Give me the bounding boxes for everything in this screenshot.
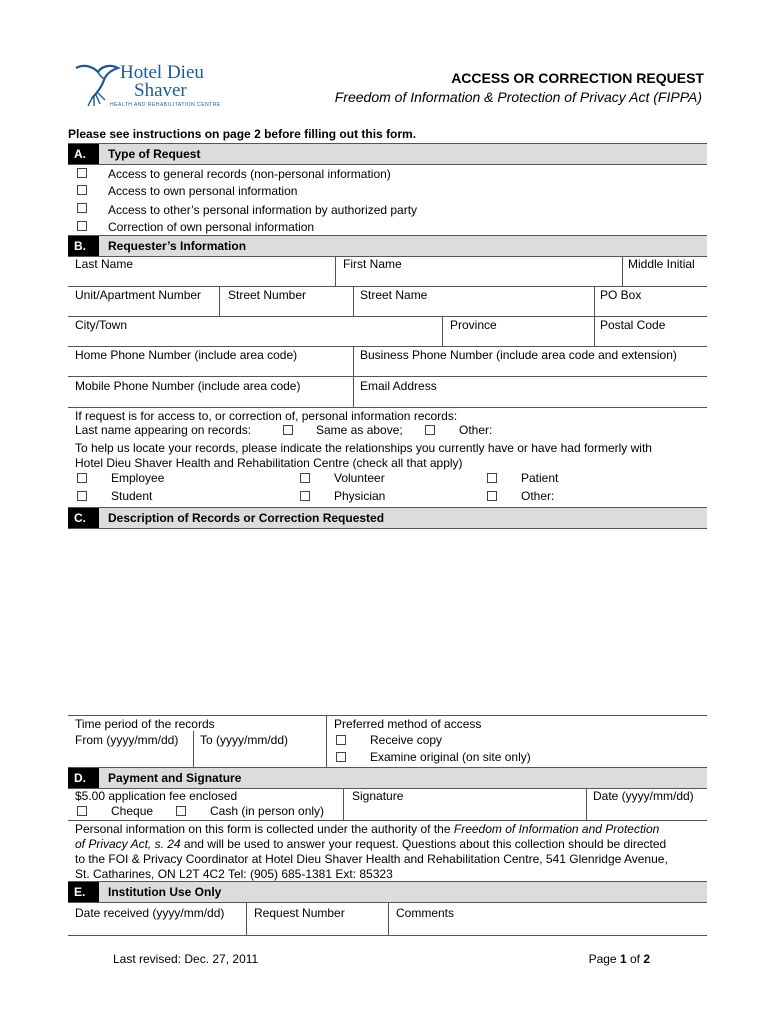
physician-label: Physician: [334, 489, 386, 503]
po-box-field[interactable]: [596, 302, 706, 315]
street-number-field[interactable]: [221, 302, 351, 315]
section-a-letter: A.: [68, 144, 99, 164]
row-divider: [68, 286, 707, 287]
comments-field[interactable]: [390, 920, 706, 934]
fee-label: $5.00 application fee enclosed: [75, 789, 238, 803]
checkbox-cheque[interactable]: [77, 806, 87, 816]
form-title: ACCESS OR CORRECTION REQUEST: [451, 70, 704, 86]
email-field[interactable]: [355, 393, 706, 406]
section-b-header: [68, 235, 707, 257]
relationship-line2: Hotel Dieu Shaver Health and Rehabilitation Centre (check all that apply): [75, 456, 463, 470]
privacy-notice-act: Freedom of Information and Protection: [453, 822, 660, 836]
section-e-letter: E.: [68, 882, 99, 902]
from-date-field[interactable]: [69, 750, 191, 765]
last-name-label: Last Name: [75, 257, 134, 271]
signature-label: Signature: [352, 789, 404, 803]
business-phone-label: Business Phone Number (include area code and extension): [360, 348, 677, 362]
page-current: 1: [619, 952, 627, 966]
home-phone-field[interactable]: [69, 362, 351, 375]
section-e-header: [68, 881, 707, 903]
to-date-field[interactable]: [195, 750, 324, 765]
to-label: To (yyyy/mm/dd): [200, 733, 289, 747]
other-name-label: Other:: [459, 423, 493, 437]
city-label: City/Town: [75, 318, 128, 332]
signature-date-field[interactable]: [588, 803, 706, 818]
po-box-label: PO Box: [600, 288, 642, 302]
date-received-field[interactable]: [69, 920, 244, 934]
section-d-header: [68, 767, 707, 789]
student-label: Student: [111, 489, 153, 503]
section-d-letter: D.: [68, 768, 99, 788]
last-revised: Last revised: Dec. 27, 2011: [113, 952, 259, 966]
last-name-records-label: Last name appearing on records:: [75, 423, 252, 437]
street-name-label: Street Name: [360, 288, 428, 302]
province-field[interactable]: [444, 332, 592, 345]
section-c-title: Description of Records or Correction Requested: [108, 511, 385, 525]
request-number-field[interactable]: [248, 920, 386, 934]
preferred-method-label: Preferred method of access: [334, 717, 482, 731]
checkbox-receive-copy[interactable]: [336, 735, 346, 745]
option-correction: Correction of own personal information: [108, 220, 315, 234]
checkbox-own-personal[interactable]: [77, 185, 87, 195]
section-d-title: Payment and Signature: [108, 771, 242, 785]
logo-name-line1: Hotel Dieu: [120, 62, 204, 83]
cash-label: Cash (in person only): [210, 804, 325, 818]
home-phone-label: Home Phone Number (include area code): [75, 348, 298, 362]
privacy-notice-line4: St. Catharines, ON L2T 4C2 Tel: (905) 685-1381 Ext: 85323: [75, 867, 393, 881]
signature-date-label: Date (yyyy/mm/dd): [593, 789, 694, 803]
receive-copy-label: Receive copy: [370, 733, 443, 747]
unit-label: Unit/Apartment Number: [75, 288, 202, 302]
checkbox-examine-original[interactable]: [336, 752, 346, 762]
unit-field[interactable]: [69, 302, 217, 315]
same-as-above-label: Same as above;: [316, 423, 403, 437]
first-name-field[interactable]: [337, 272, 620, 285]
records-intro: If request is for access to, or correction of, personal information records:: [75, 409, 458, 423]
date-received-label: Date received (yyyy/mm/dd): [75, 906, 225, 920]
page-of: of: [626, 952, 644, 966]
checkbox-other-relationship[interactable]: [487, 491, 497, 501]
section-c-header: [68, 507, 707, 529]
description-field[interactable]: [69, 530, 706, 714]
relationship-line1: To help us locate your records, please indicate the relationships you currently have or have had formerly with: [75, 441, 652, 455]
privacy-notice-act-section: of Privacy Act, s. 24: [75, 837, 181, 851]
privacy-notice-line1: [75, 822, 659, 836]
business-phone-field[interactable]: [355, 362, 706, 375]
time-period-label: Time period of the records: [75, 717, 215, 731]
employee-label: Employee: [111, 471, 165, 485]
page-total: 2: [643, 952, 650, 966]
section-e-title: Institution Use Only: [108, 885, 222, 899]
privacy-notice-line2: [75, 837, 666, 851]
page-number: [589, 952, 650, 966]
checkbox-correction[interactable]: [77, 221, 87, 231]
checkbox-volunteer[interactable]: [300, 473, 310, 483]
checkbox-general-records[interactable]: [77, 168, 87, 178]
checkbox-patient[interactable]: [487, 473, 497, 483]
logo-tagline: HEALTH AND REHABILITATION CENTRE: [110, 102, 221, 108]
page-prefix: Page: [588, 952, 620, 966]
checkbox-same-as-above[interactable]: [283, 425, 293, 435]
logo-name-line2: Shaver: [134, 80, 187, 101]
middle-initial-label: Middle Initial: [628, 257, 695, 271]
postal-code-field[interactable]: [596, 332, 706, 345]
street-number-label: Street Number: [228, 288, 307, 302]
logo: [74, 62, 224, 112]
checkbox-physician[interactable]: [300, 491, 310, 501]
section-b-title: Requester’s Information: [108, 239, 247, 253]
checkbox-other-name[interactable]: [425, 425, 435, 435]
checkbox-student[interactable]: [77, 491, 87, 501]
city-field[interactable]: [69, 332, 440, 345]
email-label: Email Address: [360, 379, 437, 393]
instructions: Please see instructions on page 2 before filling out this form.: [68, 127, 417, 141]
section-b-letter: B.: [68, 236, 99, 256]
option-own-personal: Access to own personal information: [108, 184, 298, 198]
first-name-label: First Name: [343, 257, 402, 271]
option-general-records: Access to general records (non-personal information): [108, 167, 391, 181]
signature-field[interactable]: [345, 803, 583, 818]
comments-label: Comments: [396, 906, 455, 920]
street-name-field[interactable]: [355, 302, 592, 315]
mobile-phone-field[interactable]: [69, 393, 351, 406]
checkbox-others-personal[interactable]: [77, 203, 87, 213]
option-others-personal: Access to other’s personal information by authorized party: [108, 203, 418, 217]
province-label: Province: [450, 318, 497, 332]
last-name-field[interactable]: [69, 272, 333, 285]
patient-label: Patient: [521, 471, 559, 485]
form-subtitle: Freedom of Information & Protection of Privacy Act (FIPPA): [334, 89, 702, 105]
postal-code-label: Postal Code: [600, 318, 666, 332]
checkbox-employee[interactable]: [77, 473, 87, 483]
privacy-notice-pre: Personal information on this form is collected under the authority of the: [75, 822, 454, 836]
examine-original-label: Examine original (on site only): [370, 750, 531, 764]
cheque-label: Cheque: [111, 804, 154, 818]
section-c-letter: C.: [68, 508, 99, 528]
checkbox-cash[interactable]: [176, 806, 186, 816]
privacy-notice-line3: to the FOI & Privacy Coordinator at Hotel Dieu Shaver Health and Rehabilitation Centre, 541 Glenridge Avenue,: [75, 852, 668, 866]
mobile-phone-label: Mobile Phone Number (include area code): [75, 379, 301, 393]
middle-initial-field[interactable]: [624, 272, 706, 285]
section-a-title: Type of Request: [108, 147, 201, 161]
from-label: From (yyyy/mm/dd): [75, 733, 179, 747]
other-relationship-label: Other:: [521, 489, 555, 503]
section-a-header: [68, 143, 707, 165]
volunteer-label: Volunteer: [334, 471, 385, 485]
request-number-label: Request Number: [254, 906, 345, 920]
privacy-notice-rest: and will be used to answer your request. Questions about this collection should be directed: [180, 837, 667, 851]
